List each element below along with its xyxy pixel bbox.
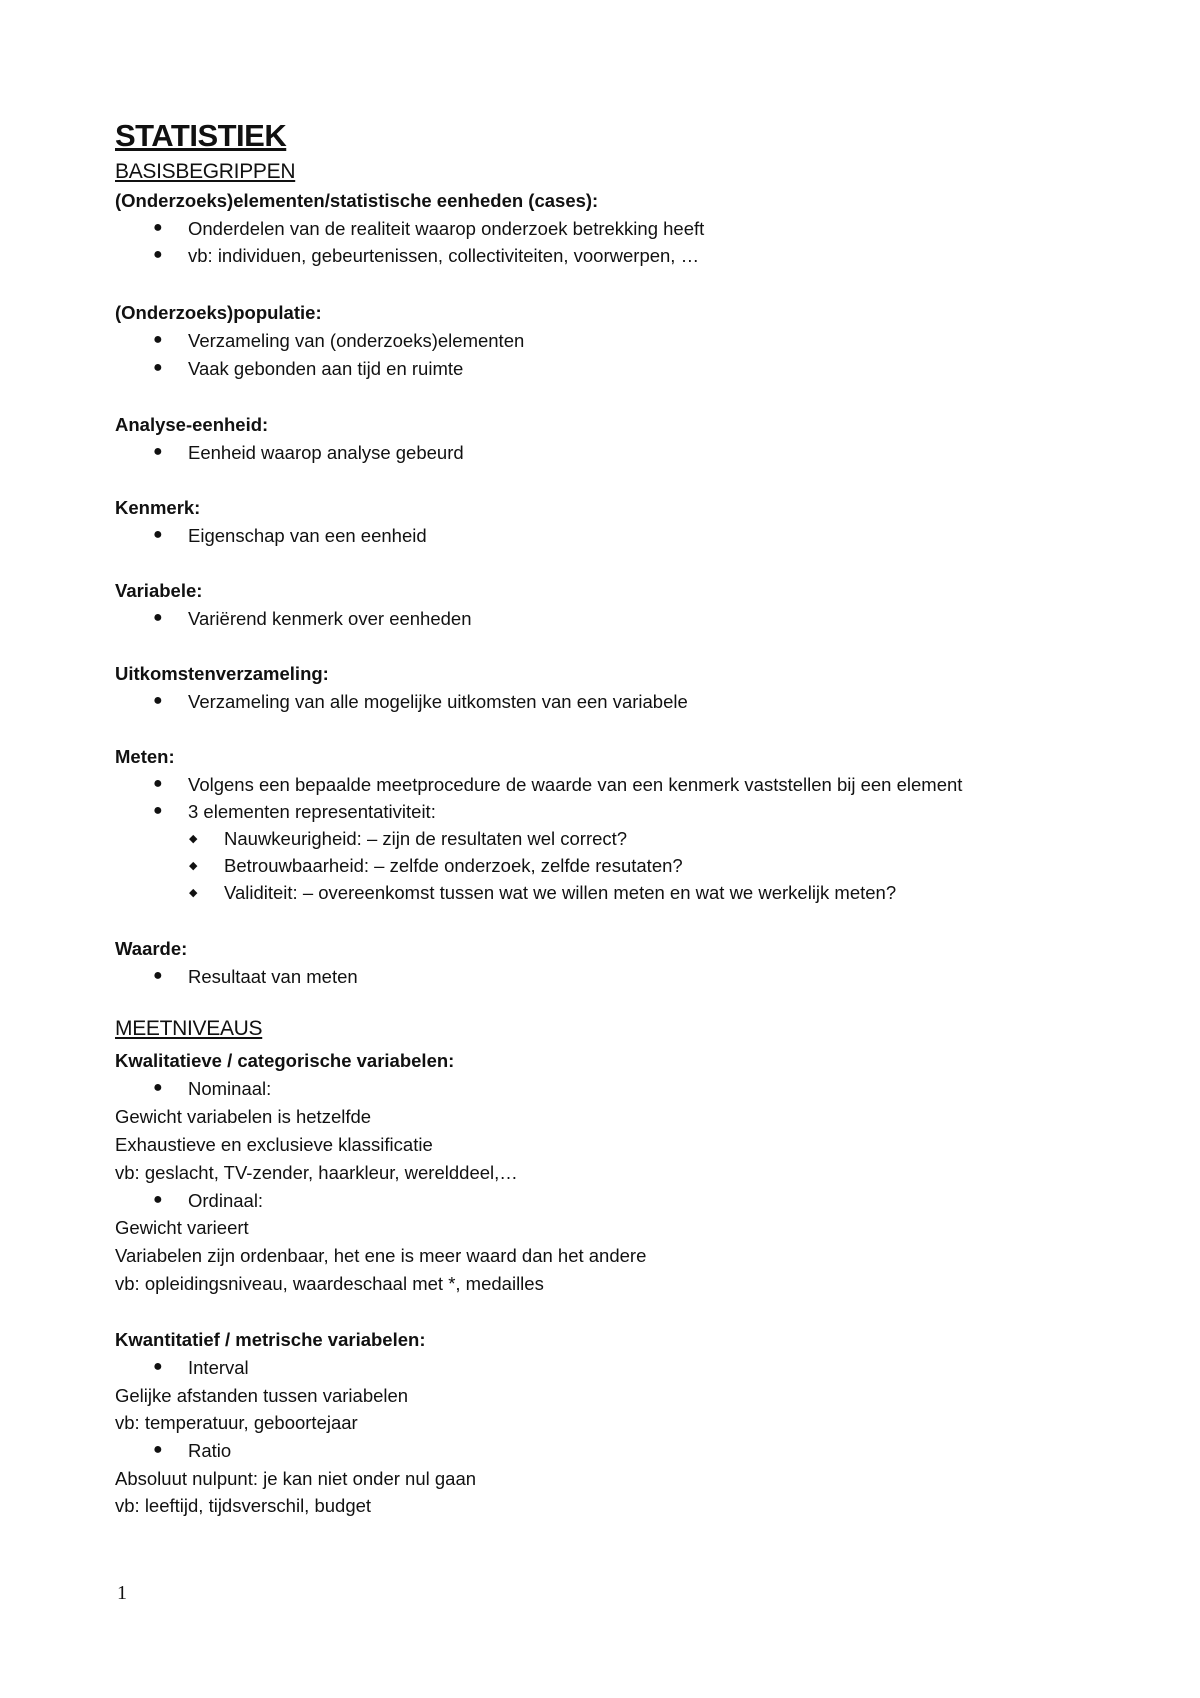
body-line: vb: temperatuur, geboortejaar: [115, 1412, 358, 1433]
bullet-dot-icon: ●: [153, 775, 163, 792]
bullet-dot-icon: ●: [153, 219, 163, 236]
body-line: Gewicht varieert: [115, 1217, 249, 1238]
bullet-dot-icon: ●: [153, 246, 163, 263]
body-line: Variabelen zijn ordenbaar, het ene is meer waard dan het andere: [115, 1245, 647, 1266]
bullet-text: Verzameling van (onderzoeks)elementen: [188, 330, 525, 351]
term-label: Kenmerk:: [115, 497, 201, 518]
bullet-dot-icon: ●: [153, 1358, 163, 1375]
bullet-text: Onderdelen van de realiteit waarop onderzoek betrekking heeft: [188, 218, 705, 239]
term-label: Waarde:: [115, 938, 188, 959]
term-label: (Onderzoeks)populatie:: [115, 302, 322, 323]
body-line: vb: opleidingsniveau, waardeschaal met *, medailles: [115, 1273, 544, 1294]
bullet-dot-icon: ●: [153, 1079, 163, 1096]
bullet-dot-icon: ●: [153, 1191, 163, 1208]
bullet-dot-icon: ●: [153, 609, 163, 626]
body-line: Gewicht variabelen is hetzelfde: [115, 1106, 372, 1127]
body-line: Exhaustieve en exclusieve klassificatie: [115, 1134, 433, 1155]
bullet-text: Volgens een bepaalde meetprocedure de waarde van een kenmerk vaststellen bij een element: [188, 774, 963, 795]
bullet-dot-icon: ●: [153, 526, 163, 543]
bullet-dot-icon: ●: [153, 802, 163, 819]
bullet-dot-icon: ●: [153, 692, 163, 709]
body-line: Gelijke afstanden tussen variabelen: [115, 1385, 409, 1406]
bullet-text: Eigenschap van een eenheid: [188, 525, 427, 546]
page-number: 1: [117, 1582, 127, 1604]
bullet-text: Vaak gebonden aan tijd en ruimte: [188, 358, 464, 379]
bullet-text: Eenheid waarop analyse gebeurd: [188, 442, 464, 463]
body-line: Absoluut nulpunt: je kan niet onder nul gaan: [115, 1468, 477, 1489]
bullet-text: vb: individuen, gebeurtenissen, collectiviteiten, voorwerpen, …: [188, 245, 700, 266]
subbullet-text: Validiteit: – overeenkomst tussen wat we willen meten en wat we werkelijk meten?: [224, 882, 897, 903]
bullet-text: Verzameling van alle mogelijke uitkomsten van een variabele: [188, 691, 688, 712]
term-label: Meten:: [115, 746, 175, 767]
bullet-text: Resultaat van meten: [188, 966, 358, 987]
document-title: STATISTIEK: [115, 118, 287, 153]
section-heading-basisbegrippen: BASISBEGRIPPEN: [115, 160, 296, 183]
section-heading-meetniveaus: MEETNIVEAUS: [115, 1017, 263, 1040]
term-label: (Onderzoeks)elementen/statistische eenheden (cases):: [115, 190, 599, 211]
subbullet-text: Betrouwbaarheid: – zelfde onderzoek, zelfde resutaten?: [224, 855, 683, 876]
subbullet-text: Nauwkeurigheid: – zijn de resultaten wel correct?: [224, 828, 628, 849]
group-label: Kwalitatieve / categorische variabelen:: [115, 1050, 455, 1071]
bullet-text: Nominaal:: [188, 1078, 272, 1099]
bullet-text: Ratio: [188, 1440, 232, 1461]
bullet-text: 3 elementen representativiteit:: [188, 801, 436, 822]
term-label: Analyse-eenheid:: [115, 414, 269, 435]
bullet-text: Interval: [188, 1357, 249, 1378]
bullet-dot-icon: ●: [153, 1441, 163, 1458]
diamond-bullet-icon: ◆: [189, 833, 198, 845]
term-label: Uitkomstenverzameling:: [115, 663, 329, 684]
bullet-text: Ordinaal:: [188, 1190, 264, 1211]
body-line: vb: geslacht, TV-zender, haarkleur, werelddeel,…: [115, 1162, 518, 1183]
bullet-dot-icon: ●: [153, 359, 163, 376]
bullet-dot-icon: ●: [153, 331, 163, 348]
diamond-bullet-icon: ◆: [189, 887, 198, 899]
bullet-dot-icon: ●: [153, 967, 163, 984]
bullet-dot-icon: ●: [153, 443, 163, 460]
term-label: Variabele:: [115, 580, 203, 601]
group-label: Kwantitatief / metrische variabelen:: [115, 1329, 426, 1350]
bullet-text: Variërend kenmerk over eenheden: [188, 608, 472, 629]
diamond-bullet-icon: ◆: [189, 860, 198, 872]
body-line: vb: leeftijd, tijdsverschil, budget: [115, 1495, 372, 1516]
